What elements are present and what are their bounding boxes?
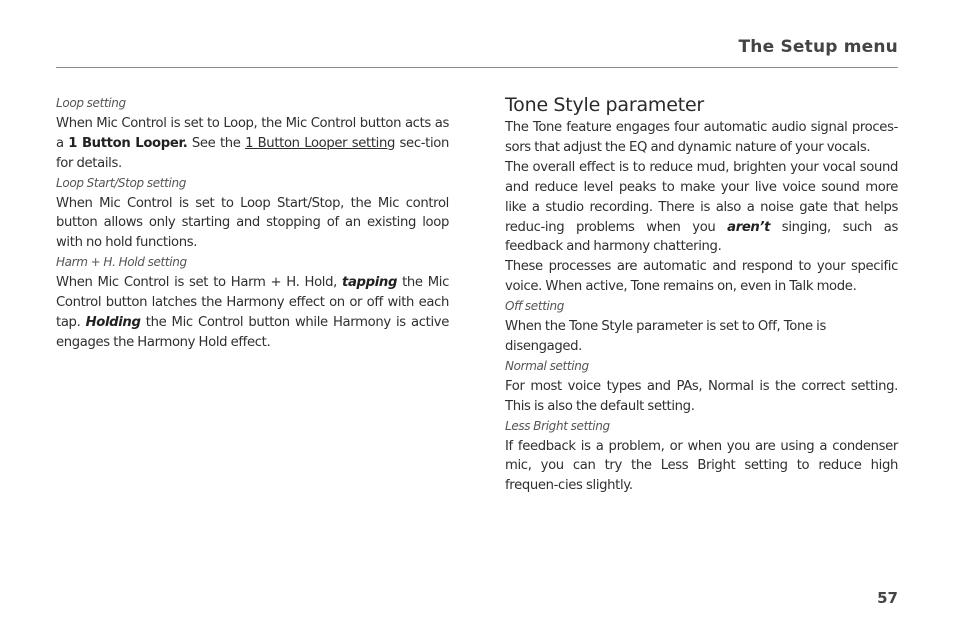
off-setting-heading: Off setting [505, 299, 565, 314]
harm-text-part-1: When Mic Control is set to Harm + H. Hold, [56, 275, 343, 291]
arent-emphasis: aren’t [727, 219, 771, 235]
loop-setting-heading: Loop setting [56, 96, 126, 110]
loop-start-stop-text: When Mic Control is set to Loop Start/Stop, the Mic control button allows only starting and stopping of an existing loop with no hold functions. [56, 195, 449, 251]
holding-emphasis: Holding [85, 314, 141, 330]
tone-effect-part-1: The overall effect is to reduce mud, brighten your vocal sound and reduce level peaks to make your live voice sound more like a studio recording. There is also a noise gate that helps reduc-ing problems when you [505, 159, 898, 235]
less-bright-heading: Less Bright setting [505, 418, 610, 433]
tone-style-title: Tone Style parameter [505, 94, 705, 116]
loop-start-stop-heading: Loop Start/Stop setting [56, 175, 187, 190]
harm-hold-heading: Harm + H. Hold setting [56, 255, 187, 270]
header-divider [56, 67, 898, 68]
loop-text-part-2: See the [187, 135, 246, 151]
left-column [56, 94, 449, 353]
tone-intro-text: The Tone feature engages four automatic audio signal proces-sors that adjust the EQ and dynamic nature of your vocals. [505, 120, 898, 155]
harm-text-part-3: the Mic Control button while Harmony is active engages the Harmony Hold effect. [56, 314, 449, 350]
off-setting-text: When the Tone Style parameter is set to Off, Tone is disengaged. [505, 319, 826, 354]
tone-processes-text: These processes are automatic and respond to your specific voice. When active, Tone remains on, even in Talk mode. [505, 259, 898, 295]
harm-hold-text [56, 273, 449, 353]
page-header-title: The Setup menu [738, 37, 898, 57]
less-bright-text: If feedback is a problem, or when you are using a condenser mic, you can try the Less Bright setting to reduce high frequen-cies slightly. [505, 438, 898, 494]
tone-effect-text [505, 158, 898, 258]
loop-text-part-1: When Mic Control is set to Loop, the Mic Control button acts as a [56, 115, 449, 151]
harm-text-part-2: the Mic Control button latches the Harmony effect on or off with each tap. [56, 275, 449, 330]
normal-setting-heading: Normal setting [505, 358, 589, 373]
loop-text-part-3: sec-tion for details. [56, 135, 449, 171]
loop-setting-text [56, 114, 449, 174]
page-number: 57 [877, 589, 898, 607]
right-column [505, 94, 898, 496]
tapping-emphasis: tapping [342, 275, 398, 291]
normal-setting-text: For most voice types and PAs, Normal is the correct setting. This is also the default setting. [505, 378, 898, 414]
one-button-looper-bold: 1 Button Looper. [68, 135, 188, 151]
one-button-looper-link[interactable]: 1 Button Looper setting [245, 135, 396, 151]
tone-effect-part-2: singing, such as feedback and harmony chattering. [505, 219, 898, 255]
